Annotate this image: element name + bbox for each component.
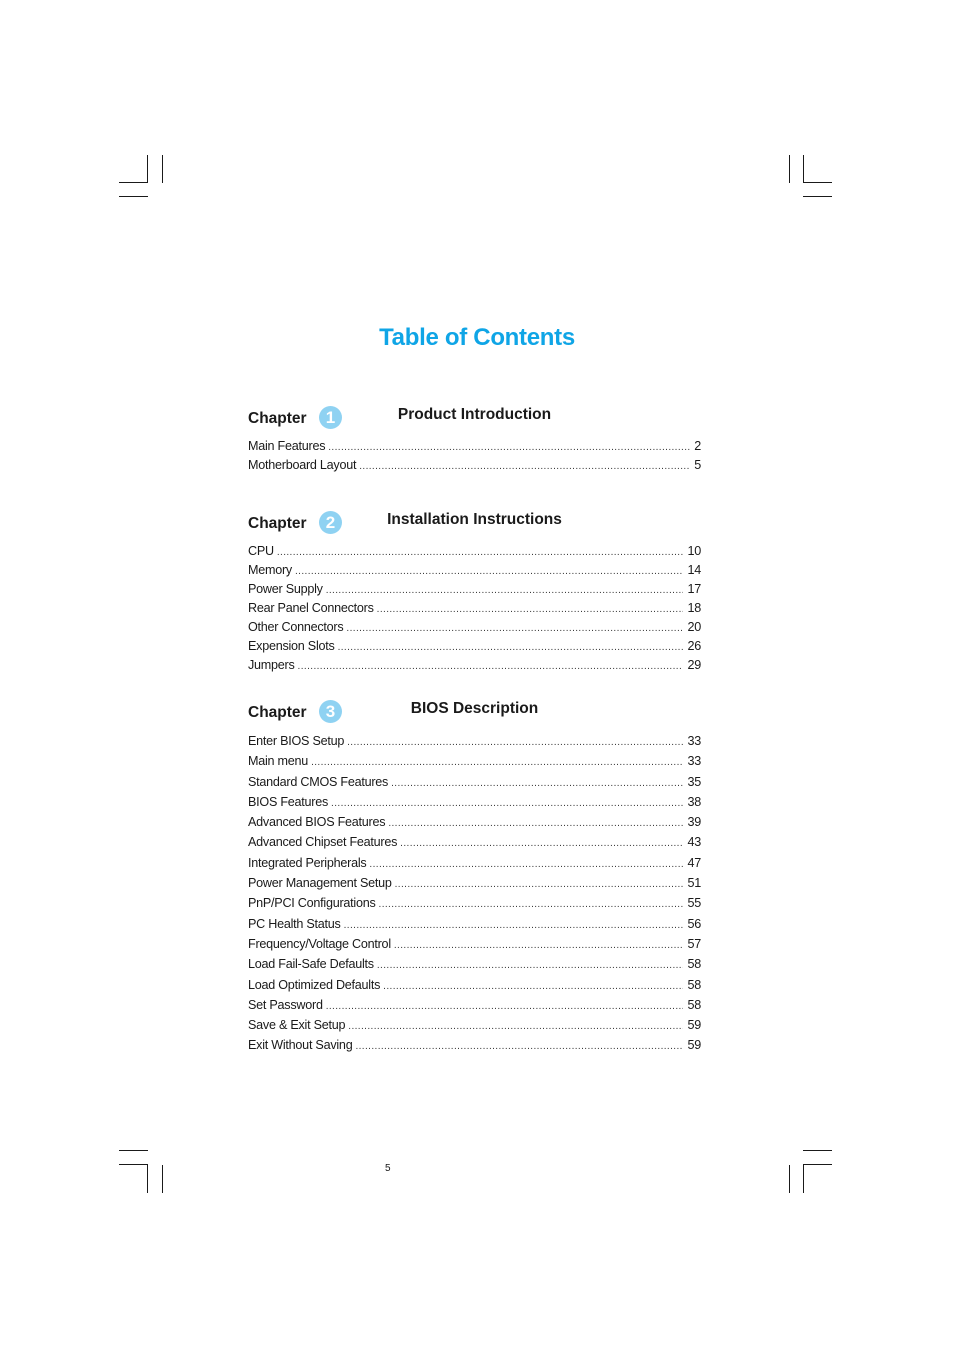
toc-entry-name: PC Health Status bbox=[248, 916, 341, 931]
toc-entry-page: 5 bbox=[694, 458, 701, 472]
toc-entry[interactable] bbox=[248, 637, 701, 656]
toc-entry-name: Set Password bbox=[248, 997, 323, 1012]
toc-entry-name: Main Features bbox=[248, 439, 326, 453]
toc-entry[interactable] bbox=[248, 792, 701, 812]
chapter-title: Product Introduction bbox=[397, 406, 552, 423]
dot-leader bbox=[328, 438, 690, 457]
toc-entry-page: 57 bbox=[687, 936, 701, 951]
crop-mark bbox=[147, 1165, 148, 1193]
toc-entry[interactable] bbox=[248, 995, 701, 1015]
crop-mark bbox=[119, 1150, 148, 1151]
crop-mark bbox=[803, 155, 804, 183]
toc-entry-page: 18 bbox=[687, 601, 701, 615]
toc-entry-page: 33 bbox=[687, 754, 701, 769]
chapter-header bbox=[248, 406, 701, 432]
chapter-title: Installation Instructions bbox=[387, 511, 562, 528]
page-number: 5 bbox=[385, 1163, 391, 1174]
dot-leader bbox=[326, 997, 684, 1017]
toc-entry-page: 17 bbox=[687, 582, 701, 596]
toc-entry[interactable] bbox=[248, 437, 701, 456]
dot-leader bbox=[391, 774, 683, 794]
toc-list bbox=[248, 731, 701, 1056]
dot-leader bbox=[388, 814, 683, 834]
crop-mark bbox=[803, 196, 832, 197]
toc-entry-name: Exit Without Saving bbox=[248, 1038, 353, 1053]
toc-entry[interactable] bbox=[248, 954, 701, 974]
toc-entry-page: 58 bbox=[687, 957, 701, 972]
toc-entry-name: Jumpers bbox=[248, 658, 295, 672]
toc-entry-page: 14 bbox=[687, 563, 701, 577]
crop-mark bbox=[147, 155, 148, 183]
toc-entry[interactable] bbox=[248, 812, 701, 832]
chapter-label: Chapter bbox=[248, 410, 307, 427]
toc-entry-name: Save & Exit Setup bbox=[248, 1018, 346, 1033]
dot-leader bbox=[331, 794, 683, 814]
toc-entry-page: 55 bbox=[687, 896, 701, 911]
toc-entry[interactable] bbox=[248, 456, 701, 475]
toc-entry[interactable] bbox=[248, 893, 701, 913]
toc-entry-page: 26 bbox=[687, 639, 701, 653]
toc-entry[interactable] bbox=[248, 832, 701, 852]
toc-entry-page: 35 bbox=[687, 774, 701, 789]
toc-entry-page: 59 bbox=[687, 1038, 701, 1053]
toc-entry-name: Main menu bbox=[248, 754, 309, 769]
toc-list bbox=[248, 542, 701, 675]
toc-list bbox=[248, 437, 701, 475]
toc-entry-name: PnP/PCI Configurations bbox=[248, 896, 376, 911]
chapter-number-badge: 1 bbox=[319, 406, 342, 429]
toc-entry-name: Advanced Chipset Features bbox=[248, 835, 398, 850]
dot-leader bbox=[338, 638, 684, 657]
dot-leader bbox=[377, 600, 684, 619]
dot-leader bbox=[395, 875, 684, 895]
toc-entry-name: Memory bbox=[248, 563, 292, 577]
toc-entry[interactable] bbox=[248, 1035, 701, 1055]
dot-leader bbox=[379, 895, 684, 915]
chapter-header bbox=[248, 700, 701, 726]
toc-entry-name: Motherboard Layout bbox=[248, 458, 357, 472]
toc-entry-page: 51 bbox=[687, 876, 701, 891]
toc-entry-name: Standard CMOS Features bbox=[248, 774, 389, 789]
toc-entry[interactable] bbox=[248, 751, 701, 771]
chapter-header bbox=[248, 511, 701, 537]
dot-leader bbox=[344, 916, 684, 936]
chapter-label: Chapter bbox=[248, 704, 307, 721]
chapter-label: Chapter bbox=[248, 515, 307, 532]
toc-entry-name: Power Supply bbox=[248, 582, 323, 596]
crop-mark bbox=[162, 1165, 163, 1193]
toc-entry-name: Other Connectors bbox=[248, 620, 344, 634]
toc-entry-name: Power Management Setup bbox=[248, 876, 392, 891]
dot-leader bbox=[298, 657, 684, 676]
dot-leader bbox=[355, 1037, 683, 1057]
dot-leader bbox=[369, 855, 683, 875]
toc-entry[interactable] bbox=[248, 873, 701, 893]
dot-leader bbox=[377, 956, 684, 976]
toc-entry[interactable] bbox=[248, 975, 701, 995]
crop-mark bbox=[119, 1164, 148, 1165]
crop-mark bbox=[803, 1164, 832, 1165]
toc-entry-name: Enter BIOS Setup bbox=[248, 734, 345, 748]
chapter-section-2 bbox=[248, 511, 701, 675]
toc-entry[interactable] bbox=[248, 599, 701, 618]
toc-entry-page: 47 bbox=[687, 855, 701, 870]
crop-mark bbox=[789, 155, 790, 183]
toc-entry-name: Expension Slots bbox=[248, 639, 335, 653]
dot-leader bbox=[326, 581, 684, 600]
chapter-number-badge: 3 bbox=[319, 700, 342, 723]
dot-leader bbox=[346, 619, 683, 638]
toc-entry-page: 58 bbox=[687, 997, 701, 1012]
crop-mark bbox=[119, 182, 148, 183]
toc-entry-name: Advanced BIOS Features bbox=[248, 815, 386, 830]
toc-entry-page: 59 bbox=[687, 1018, 701, 1033]
page-title: Table of Contents bbox=[379, 324, 575, 351]
toc-entry-page: 29 bbox=[687, 658, 701, 672]
toc-entry-page: 58 bbox=[687, 977, 701, 992]
toc-entry-name: BIOS Features bbox=[248, 794, 329, 809]
chapter-section-3 bbox=[248, 700, 701, 1056]
crop-mark bbox=[803, 182, 832, 183]
crop-mark bbox=[803, 1150, 832, 1151]
toc-entry-page: 38 bbox=[687, 794, 701, 809]
toc-entry[interactable] bbox=[248, 853, 701, 873]
toc-entry-name: Load Fail-Safe Defaults bbox=[248, 957, 374, 972]
toc-entry[interactable] bbox=[248, 934, 701, 954]
toc-entry-page: 20 bbox=[687, 620, 701, 634]
toc-entry[interactable] bbox=[248, 580, 701, 599]
toc-entry-page: 39 bbox=[687, 815, 701, 830]
dot-leader bbox=[311, 753, 683, 773]
toc-entry-page: 56 bbox=[687, 916, 701, 931]
toc-entry-name: Load Optimized Defaults bbox=[248, 977, 381, 992]
crop-mark bbox=[803, 1165, 804, 1193]
dot-leader bbox=[400, 834, 683, 854]
toc-entry-name: CPU bbox=[248, 544, 274, 558]
toc-entry[interactable] bbox=[248, 656, 701, 675]
crop-mark bbox=[119, 196, 148, 197]
crop-mark bbox=[162, 155, 163, 183]
dot-leader bbox=[277, 543, 684, 562]
toc-entry[interactable] bbox=[248, 561, 701, 580]
toc-entry-page: 43 bbox=[687, 835, 701, 850]
crop-mark bbox=[789, 1165, 790, 1193]
toc-entry[interactable] bbox=[248, 772, 701, 792]
dot-leader bbox=[295, 562, 684, 581]
toc-entry[interactable] bbox=[248, 618, 701, 637]
dot-leader bbox=[348, 1017, 683, 1037]
toc-entry-page: 33 bbox=[687, 734, 701, 748]
toc-entry-page: 2 bbox=[694, 439, 701, 453]
toc-entry-name: Frequency/Voltage Control bbox=[248, 936, 391, 951]
toc-entry[interactable] bbox=[248, 542, 701, 561]
chapter-section-1 bbox=[248, 406, 701, 475]
chapter-number-badge: 2 bbox=[319, 511, 342, 534]
dot-leader bbox=[359, 457, 690, 476]
toc-entry-name: Rear Panel Connectors bbox=[248, 601, 374, 615]
toc-entry[interactable] bbox=[248, 1015, 701, 1035]
chapter-title: BIOS Description bbox=[410, 700, 539, 717]
toc-entry-name: Integrated Peripherals bbox=[248, 855, 367, 870]
toc-entry[interactable] bbox=[248, 914, 701, 934]
dot-leader bbox=[383, 977, 683, 997]
dot-leader bbox=[394, 936, 684, 956]
toc-entry[interactable] bbox=[248, 731, 701, 751]
dot-leader bbox=[347, 733, 683, 753]
toc-entry-page: 10 bbox=[687, 544, 701, 558]
